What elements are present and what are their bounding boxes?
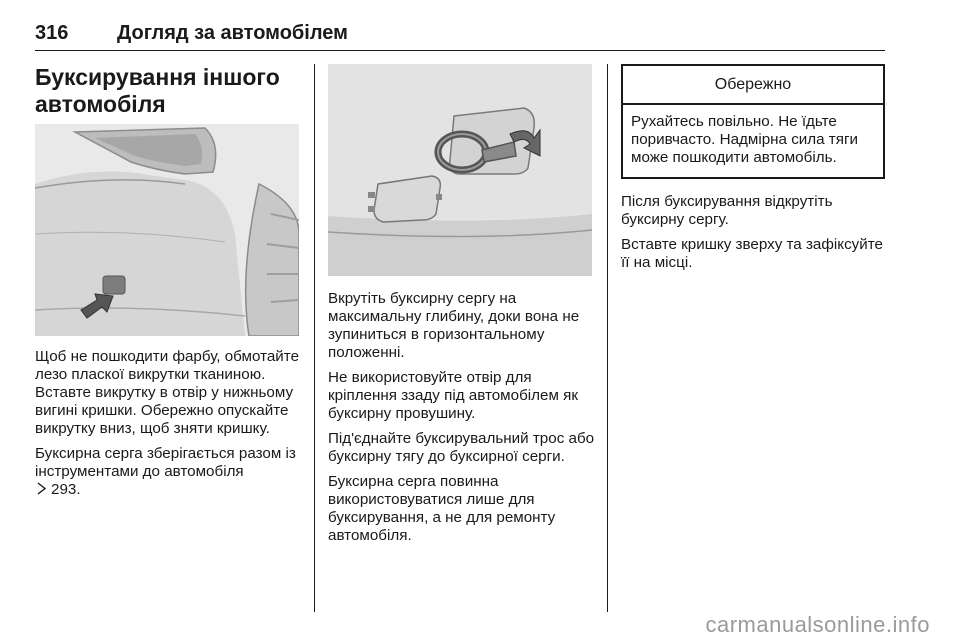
section-title-line2: автомобіля xyxy=(35,91,166,117)
paragraph: Вкрутіть буксирну сергу на максимальну глибину, доки вона не зупиниться в горизонтальному положенні. xyxy=(328,290,580,361)
page-reference-link[interactable]: 293. xyxy=(51,481,81,498)
section-title xyxy=(35,64,301,118)
paragraph: Не використовуйте отвір для кріплення ззаду під автомобілем як буксирну провушину. xyxy=(328,369,578,422)
paragraph: Буксирна серга повинна використовуватися лише для буксирування, а не для ремонту автомобіля. xyxy=(328,473,556,544)
column-divider xyxy=(607,64,608,612)
column-3 xyxy=(621,64,885,279)
paragraph: Після буксирування відкрутіть буксирну сергу. xyxy=(621,193,833,228)
page-reference-arrow-icon xyxy=(35,482,48,495)
section-title-line1: Буксирування іншого xyxy=(35,64,280,90)
watermark: carmanualsonline.info xyxy=(705,612,930,637)
paragraph xyxy=(35,445,301,499)
paragraph: Під'єднайте буксирувальний трос або буксирну тягу до буксирної серги. xyxy=(328,430,595,465)
chapter-title: Догляд за автомобілем xyxy=(117,22,348,44)
caution-box xyxy=(621,64,885,179)
page-number: 316 xyxy=(35,22,69,44)
paragraph: Вставте кришку зверху та зафіксуйте її на місці. xyxy=(621,236,883,271)
caution-title: Обережно xyxy=(623,66,883,105)
rear-bumper-cover-illustration xyxy=(35,124,299,336)
column-2 xyxy=(328,64,596,552)
tow-eye-installation-illustration xyxy=(328,64,592,276)
paragraph-text: Буксирна серга зберігається разом із інструментами до автомобіля xyxy=(35,445,296,480)
column-divider xyxy=(314,64,315,612)
paragraph: Щоб не пошкодити фарбу, обмотайте лезо пласкої викрутки тканиною. Вставте викрутку в отвір у нижньому вигині кришки. Обережно опускайте викрутку вниз, щоб зняти кришку. xyxy=(35,348,300,437)
page-header xyxy=(35,22,885,51)
column-1 xyxy=(35,64,301,506)
caution-text: Рухайтесь повільно. Не їдьте поривчасто. Надмірна сила тяги може пошкодити автомобіль. xyxy=(631,113,859,166)
